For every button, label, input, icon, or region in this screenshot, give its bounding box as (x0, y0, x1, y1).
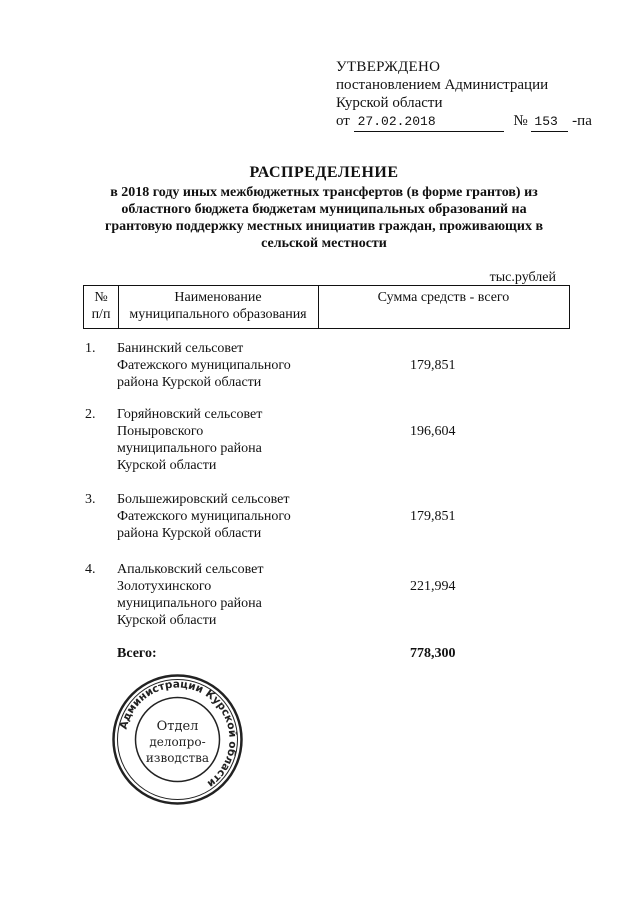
approval-line-2: Курской области (336, 95, 443, 111)
row-name (117, 561, 327, 629)
total-label: Всего: (117, 646, 157, 661)
header-number (84, 286, 119, 328)
row-name (117, 340, 327, 391)
approval-number: 153 (531, 113, 568, 132)
header-number-line2: п/п (91, 307, 111, 322)
row-name-line: Горяйновский сельсовет (117, 407, 263, 422)
header-name-line2: муниципального образования (129, 307, 307, 322)
document-title (84, 162, 564, 252)
approval-block (336, 58, 592, 132)
row-name-line: Курской области (117, 458, 217, 473)
row-name-line: района Курской области (117, 526, 262, 541)
from-label: от (336, 113, 350, 129)
stamp-inner-line-3: изводства (145, 751, 210, 765)
office-stamp (110, 672, 245, 807)
approval-date-row (336, 112, 592, 132)
header-number-line1: № (94, 290, 108, 305)
stamp-ring-text: Администрации Курской области (117, 678, 239, 790)
row-number: 1. (85, 341, 96, 356)
row-amount: 179,851 (410, 358, 456, 373)
stamp-inner-line-2: делопро- (149, 735, 206, 749)
stamp-inner-line-1: Отдел (156, 719, 199, 734)
row-name (117, 491, 327, 542)
header-sum: Сумма средств - всего (377, 290, 510, 305)
approval-date: 27.02.2018 (354, 113, 504, 132)
title-subtitle-4: сельской местности (261, 236, 387, 251)
header-name-line1: Наименование (174, 290, 262, 305)
row-amount: 196,604 (410, 424, 456, 439)
units-label: тыс.рублей (489, 270, 556, 285)
approval-suffix: -па (572, 113, 592, 129)
row-name (117, 406, 327, 474)
approval-line-1: постановлением Администрации (336, 77, 549, 93)
row-name-line: Фатежского муниципального (117, 509, 291, 524)
title-main: РАСПРЕДЕЛЕНИЕ (249, 164, 399, 181)
row-name-line: Фатежского муниципального (117, 358, 291, 373)
row-number: 2. (85, 407, 96, 422)
row-name-line: Курской области (117, 613, 217, 628)
row-name-line: Золотухинского (117, 579, 212, 594)
total-amount: 778,300 (410, 646, 456, 661)
row-name-line: муниципального района (117, 596, 262, 611)
row-number: 4. (85, 562, 96, 577)
approval-heading: УТВЕРЖДЕНО (336, 59, 441, 75)
row-name-line: Банинский сельсовет (117, 341, 244, 356)
row-amount: 221,994 (410, 579, 456, 594)
number-label: № (513, 113, 528, 129)
title-subtitle-3: грантовую поддержку местных инициатив граждан, проживающих в (104, 219, 544, 234)
row-name-line: Большежировский сельсовет (117, 492, 290, 507)
row-name-line: Поныровского (117, 424, 204, 439)
row-number: 3. (85, 492, 96, 507)
row-amount: 179,851 (410, 509, 456, 524)
header-name (118, 286, 319, 328)
table-header (83, 285, 570, 329)
row-name-line: муниципального района (117, 441, 262, 456)
title-subtitle-1: в 2018 году иных межбюджетных трансфертов (в форме грантов) из (110, 185, 538, 200)
stamp-graphic (110, 672, 245, 807)
title-subtitle-2: областного бюджета бюджетам муниципальных образований на (121, 202, 527, 217)
row-name-line: Апальковский сельсовет (117, 562, 264, 577)
row-name-line: района Курской области (117, 375, 262, 390)
